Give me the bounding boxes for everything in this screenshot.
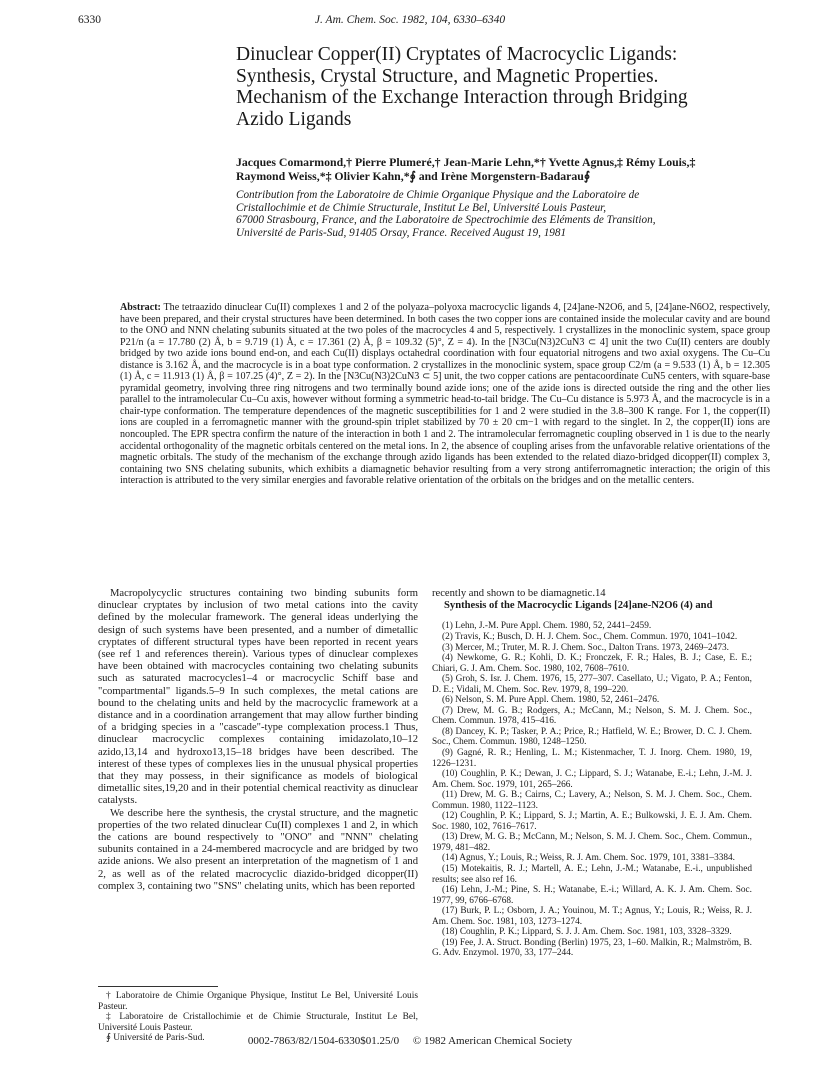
section-heading: Synthesis of the Macrocyclic Ligands [24]ane-N2O6 (4) and (444, 600, 713, 612)
abstract-text: The tetraazido dinuclear Cu(II) complexes 1 and 2 of the polyaza–polyoxa macrocyclic ligands 4, [24]ane-N2O6, and 5, [24]ane-N6O2, respectively, have been prepared, and their crystal structures have been determined. In both cases the two copper ions are contained inside the molecular cavity and are bound to the ONO and NNN chelating subunits situated at the two poles of the macrocycles 4 and 5, respectively. 1 crystallizes in the monoclinic system, space group P21/n (a = 17.780 (2) Å, b = 9.719 (1) Å, c = 17.361 (2) Å, β = 109.32 (5)°, Z = 4). In the [N3Cu(N3)2CuN3 ⊂ 4] unit the two Cu(II) centers are doubly bridged by two azide ions bound end-on, and each Cu(II) displays octahedral coordination with four equatorial nitrogens and two axial oxygens. The Cu–Cu distance is 3.162 Å, and the macrocycle is in a boat type conformation. 2 crystallizes in the monoclinic system, space group C2/m (a = 9.533 (1) Å, b = 12.305 (1) Å, c = 11.913 (1) Å, β = 107.25 (4)°, Z = 2). In the [N3Cu(N3)2CuN3 ⊂ 5] unit, the two copper cations are pentacoordinate CuN5 centers, with square-base pyramidal geometry, involving three ring nitrogens and two terminally bound azide ions; one of the azide ions is directed outside the ring and the other lies parallel to the intramolecular Cu–Cu axis, however without forming a symmetric head-to-tail bridge. The Cu–Cu distance is 5.973 Å, and the macrocycle is in a chair-type conformation. The temperature dependences of the magnetic susceptibilities for 1 and 2 were studied in the 3.8–300 K range. For 1, the copper(II) ions are coupled in a ferromagnetic manner with the ground-spin triplet stabilized by 70 ± 20 cm−1 with regard to the singlet. In 2, the copper(II) ions are noncoupled. The EPR spectra confirm the nature of the interaction in both 1 and 2. The intramolecular ferromagnetic coupling observed in 1 is due to the nearly accidental orthogonality of the magnetic orbitals centered on the metal ions. In 2, the absence of coupling arises from the unfavorable relative orientations of the magnetic orbitals. The study of the mechanism of the exchange through azido ligands has been extended to the related diazo-bridged dicopper(II) complex 3, containing two SNS chelating subunits, which exhibits a diamagnetic behavior resulting from a very strong antiferromagnetic interaction; the origin of this interaction is attributed to the very similar energies and favorable relative orientation of the orbitals on the bridges and on the metallic centers. (120, 302, 771, 487)
reference-item: (5) Groh, S. Isr. J. Chem. 1976, 15, 277–307. Casellato, U.; Vigato, P. A.; Fenton, D. E.; Vidali, M. Chem. Soc. Rev. 1979, 8, 199–220. (432, 674, 752, 695)
reference-item: (8) Dancey, K. P.; Tasker, P. A.; Price, R.; Hatfield, W. E.; Brower, D. C. J. Chem. Soc., Chem. Commun. 1980, 1248–1250. (432, 726, 752, 748)
reference-item: (13) Drew, M. G. B.; McCann, M.; Nelson, S. M. J. Chem. Soc., Chem. Commun., 1979, 481–482. (432, 832, 752, 853)
reference-item: (4) Newkome, G. R.; Kohli, D. K.; Fronczek, F. R.; Hales, B. J.; Case, E. E.; Chiari, G. J. Am. Chem. Soc. 1980, 102, 7608–7610. (432, 653, 752, 674)
footnote: † Laboratoire de Chimie Organique Physique, Institut Le Bel, Université Louis Pasteur. (98, 991, 418, 1012)
title-line: Synthesis, Crystal Structure, and Magnetic Properties. (236, 65, 659, 87)
reference-list (432, 621, 752, 959)
title-line: Azido Ligands (236, 108, 352, 130)
footnote: ‡ Laboratoire de Cristallochimie et de Chimie Structurale, Institut Le Bel, Université Louis Pasteur. (98, 1012, 418, 1033)
page-number: 6330 (78, 14, 101, 26)
affiliation-line: Contribution from the Laboratoire de Chimie Organique Physique and the Laboratoire de (236, 189, 640, 201)
body-paragraph: Macropolycyclic structures containing two binding subunits form dinuclear cryptates by inclusion of two metal cations into the cavity defined by the molecular framework. The general ideas underlying the design of such systems have been presented, and a number of dimetallic cryptates of different structural types have been reported in recent years (see ref 1 and references therein). Various types of dinuclear complexes have been obtained with macrocycles containing two chelating subunits such as saturated macrocycles1–4 or macrocyclic Schiff base and "compartmental" ligands.5–9 In such complexes, the metal cations are bound to the chelating units and held by the macrocyclic framework at a distance and in a coordination arrangement that may allow further binding of a bridging species in a "cascade"-type complexation process.1 Thus, dinuclear macrocyclic complexes containing imidazolato,10–12 azido,13,14 and hydroxo13,15–18 bridges have been described. The interest of these types of complexes lies in the unusual physical properties that they may possess, in their significance as models of biological dimetallic sites,19,20 and in their potential chemical reactivity as dinuclear catalysts. (98, 588, 418, 807)
reference-item: (16) Lehn, J.-M.; Pine, S. H.; Watanabe, E.-i.; Willard, A. K. J. Am. Chem. Soc. 1977, 99, 6766–6768. (432, 885, 752, 906)
reference-item: (11) Drew, M. G. B.; Cairns, C.; Lavery, A.; Nelson, S. M. J. Chem. Soc., Chem. Commun. 1980, 1122–1123. (432, 790, 752, 811)
reference-item: (14) Agnus, Y.; Louis, R.; Weiss, R. J. Am. Chem. Soc. 1979, 101, 3381–3384. (442, 853, 735, 864)
affiliation-line: Université de Paris-Sud, 91405 Orsay, France. Received August 19, 1981 (236, 226, 567, 239)
footnote-rule (98, 986, 218, 987)
copyright-notice: © 1982 American Chemical Society (412, 1035, 573, 1047)
reference-item: (15) Motekaitis, R. J.; Martell, A. E.; Lehn, J.-M.; Watanabe, E.-i., unpublished results; see also ref 16. (432, 863, 752, 885)
reference-item: (10) Coughlin, P. K.; Dewan, J. C.; Lippard, S. J.; Watanabe, E.-i.; Lehn, J.-M. J. Am. Chem. Soc. 1979, 101, 265–266. (432, 769, 752, 790)
reference-item: (2) Travis, K.; Busch, D. H. J. Chem. Soc., Chem. Commun. 1970, 1041–1042. (442, 631, 738, 642)
author-line: Jacques Comarmond,† Pierre Plumeré,† Jean-Marie Lehn,*† Yvette Agnus,‡ Rémy Louis,‡ (236, 155, 696, 169)
right-column (432, 588, 752, 959)
affiliation-line: Cristallochimie et de Chimie Structurale, Institut Le Bel, Université Louis Pasteur, (236, 201, 607, 214)
reference-item: (17) Burk, P. L.; Osborn, J. A.; Youinou, M. T.; Agnus, Y.; Louis, R.; Weiss, R. J. Am. Chem. Soc. 1981, 103, 1273–1274. (432, 906, 752, 927)
affiliation (236, 189, 776, 239)
journal-citation: J. Am. Chem. Soc. 1982, 104, 6330–6340 (314, 14, 506, 26)
affiliation-line: 67000 Strasbourg, France, and the Laboratoire de Spectrochimie des Eléments de Transition, (236, 214, 656, 227)
page-footer (0, 1035, 820, 1047)
author-line: Raymond Weiss,*‡ Olivier Kahn,*∮ and Irène Morgenstern-Badarau∮ (236, 169, 590, 183)
abstract (120, 302, 770, 487)
left-column (98, 588, 418, 893)
abstract-label: Abstract: (120, 302, 161, 313)
body-paragraph: We describe here the synthesis, the crystal structure, and the magnetic properties of the two related dinuclear Cu(II) complexes 1 and 2, in which the cations are bound respectively to "ONO" and "NNN" chelating subunits contained in a 24-membered macrocycle and are bridged by two azide anions. We also present an interpretation of the magnetism of 1 and 2, as well as of the related macrocyclic diazido-bridged dicopper(II) complex 3, containing two "SNS" chelating units, which has been reported (98, 807, 418, 892)
author-list (236, 155, 776, 183)
body-continuation: recently and shown to be diamagnetic.14 (432, 588, 606, 599)
reference-item: (3) Mercer, M.; Truter, M. R. J. Chem. Soc., Dalton Trans. 1973, 2469–2473. (442, 642, 729, 653)
reference-item: (1) Lehn, J.-M. Pure Appl. Chem. 1980, 52, 2441–2459. (442, 621, 652, 632)
reference-item: (7) Drew, M. G. B.; Rodgers, A.; McCann, M.; Nelson, S. M. J. Chem. Soc., Chem. Commun. 1978, 415–416. (432, 705, 752, 727)
title-line: Mechanism of the Exchange Interaction through Bridging (236, 87, 688, 108)
reference-item: (9) Gagné, R. R.; Henling, L. M.; Kistenmacher, T. J. Inorg. Chem. 1980, 19, 1226–1231. (432, 747, 752, 769)
footnote: ∮ Université de Paris-Sud. (106, 1033, 205, 1044)
reference-item: (19) Fee, J. A. Struct. Bonding (Berlin) 1975, 23, 1–60. Malkin, R.; Malmström, B. G. Adv. Enzymol. 1970, 33, 177–244. (432, 937, 752, 959)
reference-item: (6) Nelson, S. M. Pure Appl. Chem. 1980, 52, 2461–2476. (442, 695, 660, 706)
reference-item: (18) Coughlin, P. K.; Lippard, S. J. J. Am. Chem. Soc. 1981, 103, 3328–3329. (442, 927, 732, 938)
article-title (236, 44, 766, 130)
title-line: Dinuclear Copper(II) Cryptates of Macrocyclic Ligands: (236, 44, 678, 65)
reference-item: (12) Coughlin, P. K.; Lippard, S. J.; Martin, A. E.; Bulkowski, J. E. J. Am. Chem. Soc. 1980, 102, 7616–7617. (432, 811, 752, 832)
article-code: 0002-7863/82/1504-6330$01.25/0 (247, 1035, 400, 1047)
